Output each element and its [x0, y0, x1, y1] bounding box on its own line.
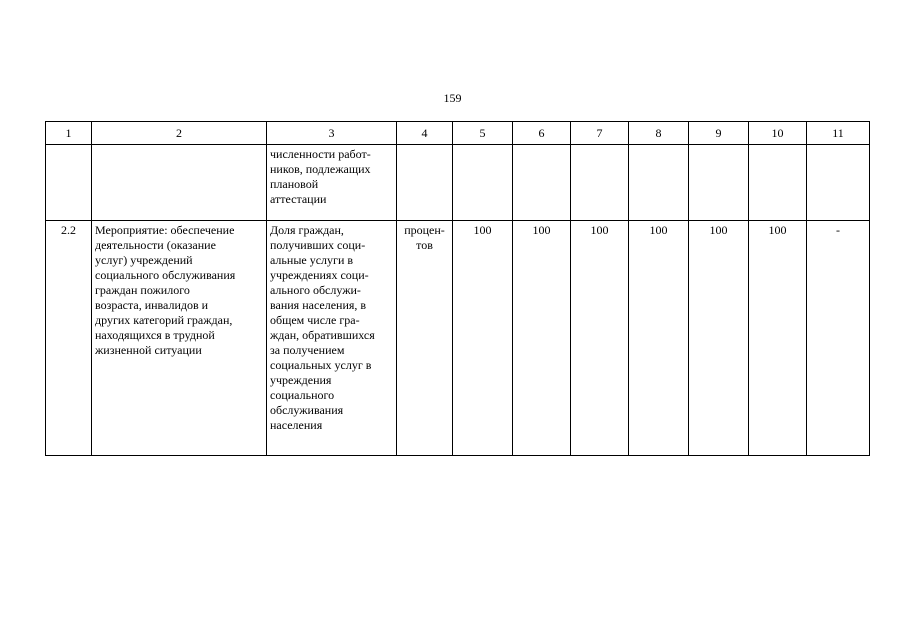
header-cell-1: 1: [46, 122, 92, 145]
header-cell-7: 7: [571, 122, 629, 145]
cell-empty: [807, 145, 870, 221]
header-cell-9: 9: [689, 122, 749, 145]
cell-unit: [397, 221, 453, 456]
cell-empty: [689, 145, 749, 221]
cell-value-9: 100: [689, 221, 749, 456]
cell-activity: [92, 221, 267, 456]
data-table: [45, 121, 870, 456]
table-row-2-2: [46, 221, 870, 456]
cell-empty: [453, 145, 513, 221]
header-cell-6: 6: [513, 122, 571, 145]
header-cell-4: 4: [397, 122, 453, 145]
cell-value-10: 100: [749, 221, 807, 456]
cell-value-11: -: [807, 221, 870, 456]
header-cell-10: 10: [749, 122, 807, 145]
header-cell-2: 2: [92, 122, 267, 145]
cell-empty: [629, 145, 689, 221]
indicator-text: Доля граждан, получивших соци- альные услуги в учреждениях соци- ального обслужи- вания населения, в общем числе гра- ждан, обратившихся за получением социальных услуг в учреждения социального обслуживания населения: [270, 223, 375, 432]
header-cell-8: 8: [629, 122, 689, 145]
cell-empty: [749, 145, 807, 221]
page-number: 159: [443, 91, 462, 105]
unit-text: процен- тов: [404, 223, 445, 252]
cell-row-number: 2.2: [46, 221, 92, 456]
header-cell-5: 5: [453, 122, 513, 145]
activity-text: Мероприятие: обеспечение деятельности (оказание услуг) учреждений социального обслуживания граждан пожилого возраста, инвалидов и других категорий граждан, находящихся в трудной жизненной ситуации: [95, 223, 236, 357]
header-cell-11: 11: [807, 122, 870, 145]
header-cell-3: 3: [267, 122, 397, 145]
indicator-continuation-text: численности работ- ников, подлежащих плановой аттестации: [270, 147, 371, 206]
cell-value-7: 100: [571, 221, 629, 456]
table-row-continuation: [46, 145, 870, 221]
cell-value-6: 100: [513, 221, 571, 456]
cell-value-8: 100: [629, 221, 689, 456]
cell-value-5: 100: [453, 221, 513, 456]
cell-empty: [571, 145, 629, 221]
cell-indicator-continuation: [267, 145, 397, 221]
cell-empty: [397, 145, 453, 221]
cell-empty: [513, 145, 571, 221]
cell-indicator: [267, 221, 397, 456]
cell-empty: [92, 145, 267, 221]
table-header-row: [46, 122, 870, 145]
cell-empty: [46, 145, 92, 221]
